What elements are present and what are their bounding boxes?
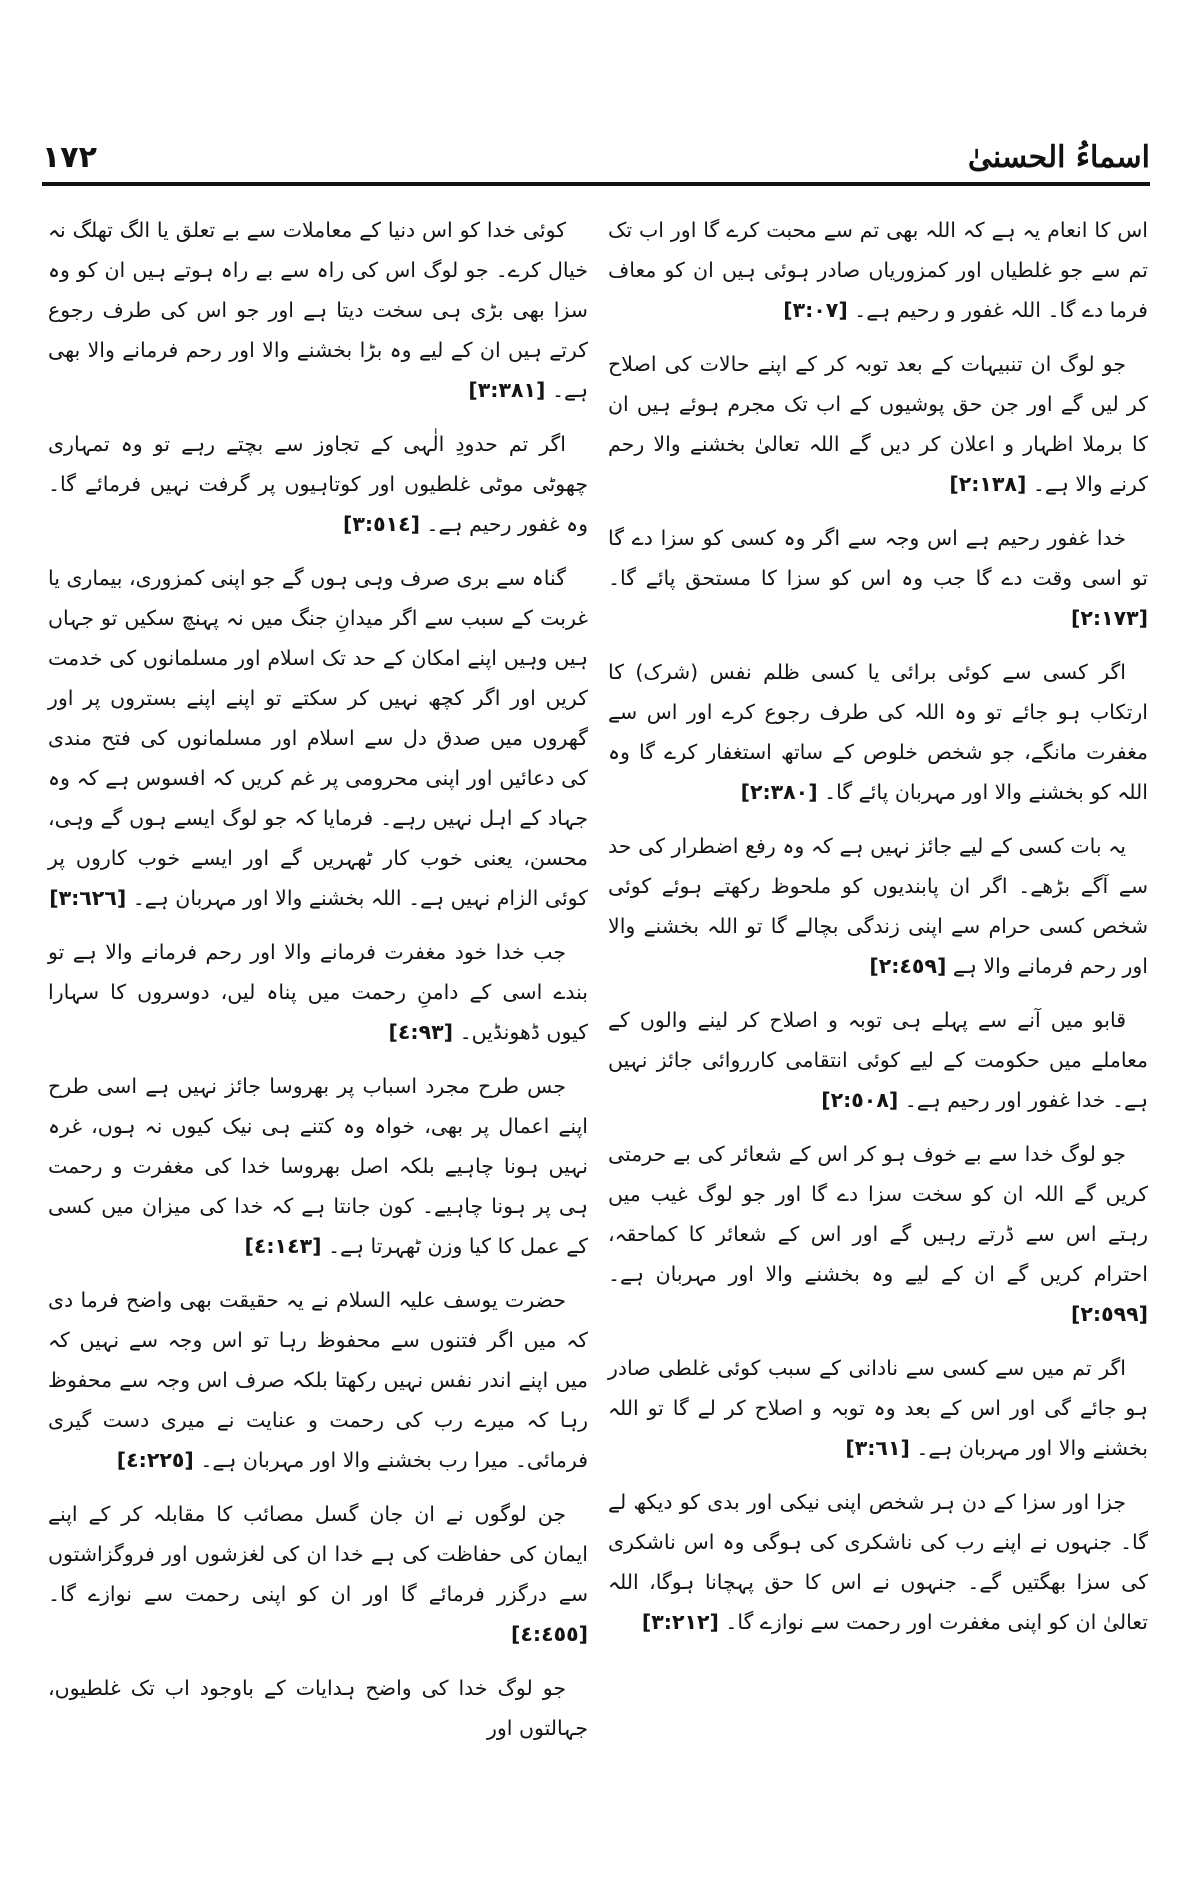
page-header [42, 138, 1150, 178]
paragraph-text: قابو میں آنے سے پہلے ہی توبہ و اصلاح کر لینے والوں کے معاملے میں حکومت کے لیے کوئی انتقامی کارروائی جائز نہیں ہے۔ خدا غفور اور رحیم ہے۔ [608, 1008, 1148, 1112]
paragraph [608, 652, 1148, 812]
verse-reference: [٢:٤٥٩] [869, 954, 947, 978]
paragraph [608, 210, 1148, 330]
verse-reference: [٣:٠٧] [783, 298, 848, 322]
verse-reference: [٤:٢٢٥] [116, 1448, 194, 1472]
text-columns [48, 210, 1148, 1740]
paragraph-text: اس کا انعام یہ ہے کہ اللہ بھی تم سے محبت کرے گا اور اب تک تم سے جو غلطیاں اور کمزوریاں صادر ہوئی ہیں ان کو معاف فرما دے گا۔ اللہ غفور و رحیم ہے۔ [608, 218, 1148, 322]
page-number: ١٧٢ [42, 140, 97, 175]
paragraph [608, 344, 1148, 504]
verse-reference: [٢:١٣٨] [949, 472, 1027, 496]
paragraph [48, 932, 588, 1052]
paragraph-text: جو لوگ خدا کی واضح ہدایات کے باوجود اب تک غلطیوں، جہالتوں اور [48, 1676, 588, 1740]
paragraph-text: جن لوگوں نے ان جان گسل مصائب کا مقابلہ کر کے اپنے ایمان کی حفاظت کی ہے خدا ان کی لغزشوں اور فروگزاشتوں سے درگزر فرمائے گا اور ان کو اپنی رحمت سے نوازے گا۔ [48, 1502, 588, 1606]
verse-reference: [٢:٣٨٠] [740, 780, 818, 804]
paragraph-text: جو لوگ ان تنبیہات کے بعد توبہ کر کے اپنے حالات کی اصلاح کر لیں گے اور جن حق پوشیوں کے اب تک مجرم ہوئے ہیں ان کا برملا اظہار و اعلان کر دیں گے اللہ تعالیٰ بخشنے والا رحم کرنے والا ہے۔ [608, 352, 1148, 496]
paragraph-text: جو لوگ خدا سے بے خوف ہو کر اس کے شعائر کی بے حرمتی کریں گے اللہ ان کو سخت سزا دے گا اور جو لوگ غیب میں رہتے اس سے ڈرتے رہیں گے اور اس کے شعائر کا کماحقہ، احترام کریں گے ان کے لیے وہ بخشنے والا اور مہربان ہے۔ [608, 1142, 1148, 1286]
paragraph-text: اگر کسی سے کوئی برائی یا کسی ظلم نفس (شرک) کا ارتکاب ہو جائے تو وہ اللہ کی طرف رجوع کرے اور اس سے مغفرت مانگے، جو شخص خلوص کے ساتھ استغفار کرے گا وہ اللہ کو بخشنے والا اور مہربان پائے گا۔ [608, 660, 1148, 804]
paragraph [48, 424, 588, 544]
paragraph-text: حضرت یوسف علیہ السلام نے یہ حقیقت بھی واضح فرما دی کہ میں اگر فتنوں سے محفوظ رہا تو اس وجہ سے نہیں کہ میں اپنے اندر نفس نہیں رکھتا بلکہ صرف اس وجہ سے محفوظ رہا کہ میرے رب کی رحمت و عنایت نے میری دست گیری فرمائی۔ میرا رب بخشنے والا اور مہربان ہے۔ [48, 1288, 588, 1472]
verse-reference: [٣:٢١٢] [641, 1610, 719, 1634]
header-divider [42, 182, 1150, 186]
paragraph [48, 210, 588, 410]
paragraph [48, 1280, 588, 1480]
running-title: اسماءُ الحسنیٰ [967, 140, 1150, 175]
paragraph-text: اگر تم حدودِ الٰہی کے تجاوز سے بچتے رہے تو وہ تمہاری چھوٹی موٹی غلطیوں اور کوتاہیوں پر گرفت نہیں فرمائے گا۔ وہ غفور رحیم ہے۔ [48, 432, 588, 536]
paragraph [608, 518, 1148, 638]
paragraph [608, 1482, 1148, 1642]
verse-reference: [٣:٦٢٦] [49, 886, 127, 910]
paragraph [608, 1348, 1148, 1468]
paragraph-text: یہ بات کسی کے لیے جائز نہیں ہے کہ وہ رفع اضطرار کی حد سے آگے بڑھے۔ اگر ان پابندیوں کو ملحوظ رکھتے ہوئے کوئی شخص کسی حرام سے اپنی زندگی بچالے گا تو اللہ بخشنے والا اور رحم فرمانے والا ہے [608, 834, 1148, 978]
paragraph [608, 1134, 1148, 1334]
left-column [48, 210, 588, 1762]
verse-reference: [٣:٣٨١] [468, 378, 546, 402]
verse-reference: [٣:٥١٤] [342, 512, 420, 536]
paragraph-text: جس طرح مجرد اسباب پر بھروسا جائز نہیں ہے اسی طرح اپنے اعمال پر بھی، خواہ وہ کتنے ہی نیک کیوں نہ ہوں، غرہ نہیں ہونا چاہیے بلکہ اصل بھروسا خدا کی مغفرت و رحمت ہی پر ہونا چاہیے۔ کون جانتا ہے کہ خدا کی میزان میں کسی کے عمل کا کیا وزن ٹھہرتا ہے۔ [48, 1074, 588, 1258]
paragraph [608, 1000, 1148, 1120]
paragraph-text: کوئی خدا کو اس دنیا کے معاملات سے بے تعلق یا الگ تھلگ نہ خیال کرے۔ جو لوگ اس کی راہ سے بے راہ ہوتے ہیں ان کو وہ سزا بھی بڑی ہی سخت دیتا ہے اور جو اس کی طرف رجوع کرتے ہیں ان کے لیے وہ بڑا بخشنے والا اور رحم فرمانے والا بھی ہے۔ [48, 218, 588, 402]
paragraph-text: جب خدا خود مغفرت فرمانے والا اور رحم فرمانے والا ہے تو بندے اسی کے دامنِ رحمت میں پناہ لیں، دوسروں کا سہارا کیوں ڈھونڈیں۔ [48, 940, 588, 1044]
paragraph-text: گناہ سے بری صرف وہی ہوں گے جو اپنی کمزوری، بیماری یا غربت کے سبب سے اگر میدانِ جنگ میں نہ پہنچ سکیں تو جہاں ہیں وہیں اپنے امکان کے حد تک اسلام اور مسلمانوں کی خدمت کریں اور اگر کچھ نہیں کر سکتے تو اپنے اپنے بستروں پر اور گھروں میں صدق دل سے اسلام اور مسلمانوں کی فتح مندی کی دعائیں اور اپنی محرومی پر غم کریں کہ افسوس ہے کہ وہ جہاد کے اہل نہیں رہے۔ فرمایا کہ جو لوگ ایسے ہوں گے وہی، محسن، یعنی خوب کار ٹھہریں گے اور ایسے خوب کاروں پر کوئی الزام نہیں ہے۔ اللہ بخشنے والا اور مہربان ہے۔ [48, 566, 588, 910]
right-column [608, 210, 1148, 1656]
paragraph-text: اگر تم میں سے کسی سے نادانی کے سبب کوئی غلطی صادر ہو جائے گی اور اس کے بعد وہ توبہ و اصلاح کر لے گا تو اللہ بخشنے والا اور مہربان ہے۔ [608, 1356, 1148, 1460]
verse-reference: [٢:٥٩٩] [1071, 1302, 1148, 1326]
verse-reference: [٢:٥٠٨] [821, 1088, 899, 1112]
verse-reference: [٣:٦١] [845, 1436, 910, 1460]
paragraph-text: جزا اور سزا کے دن ہر شخص اپنی نیکی اور بدی کو دیکھ لے گا۔ جنہوں نے اپنے رب کی ناشکری کی ہوگی وہ اس ناشکری کی سزا بھگتیں گے۔ جنہوں نے اس کا حق پہچانا ہوگا، اللہ تعالیٰ ان کو اپنی مغفرت اور رحمت سے نوازے گا۔ [608, 1490, 1148, 1634]
verse-reference: [٢:١٧٣] [1071, 606, 1148, 630]
paragraph [48, 1668, 588, 1748]
verse-reference: [٤:٩٣] [388, 1020, 454, 1044]
verse-reference: [٤:١٤٣] [244, 1234, 322, 1258]
paragraph [608, 826, 1148, 986]
verse-reference: [٤:٤٥٥] [511, 1622, 588, 1646]
paragraph [48, 558, 588, 918]
paragraph [48, 1066, 588, 1266]
paragraph-text: خدا غفور رحیم ہے اس وجہ سے اگر وہ کسی کو سزا دے گا تو اسی وقت دے گا جب وہ اس کو سزا کا مستحق پائے گا۔ [608, 526, 1148, 590]
paragraph [48, 1494, 588, 1654]
